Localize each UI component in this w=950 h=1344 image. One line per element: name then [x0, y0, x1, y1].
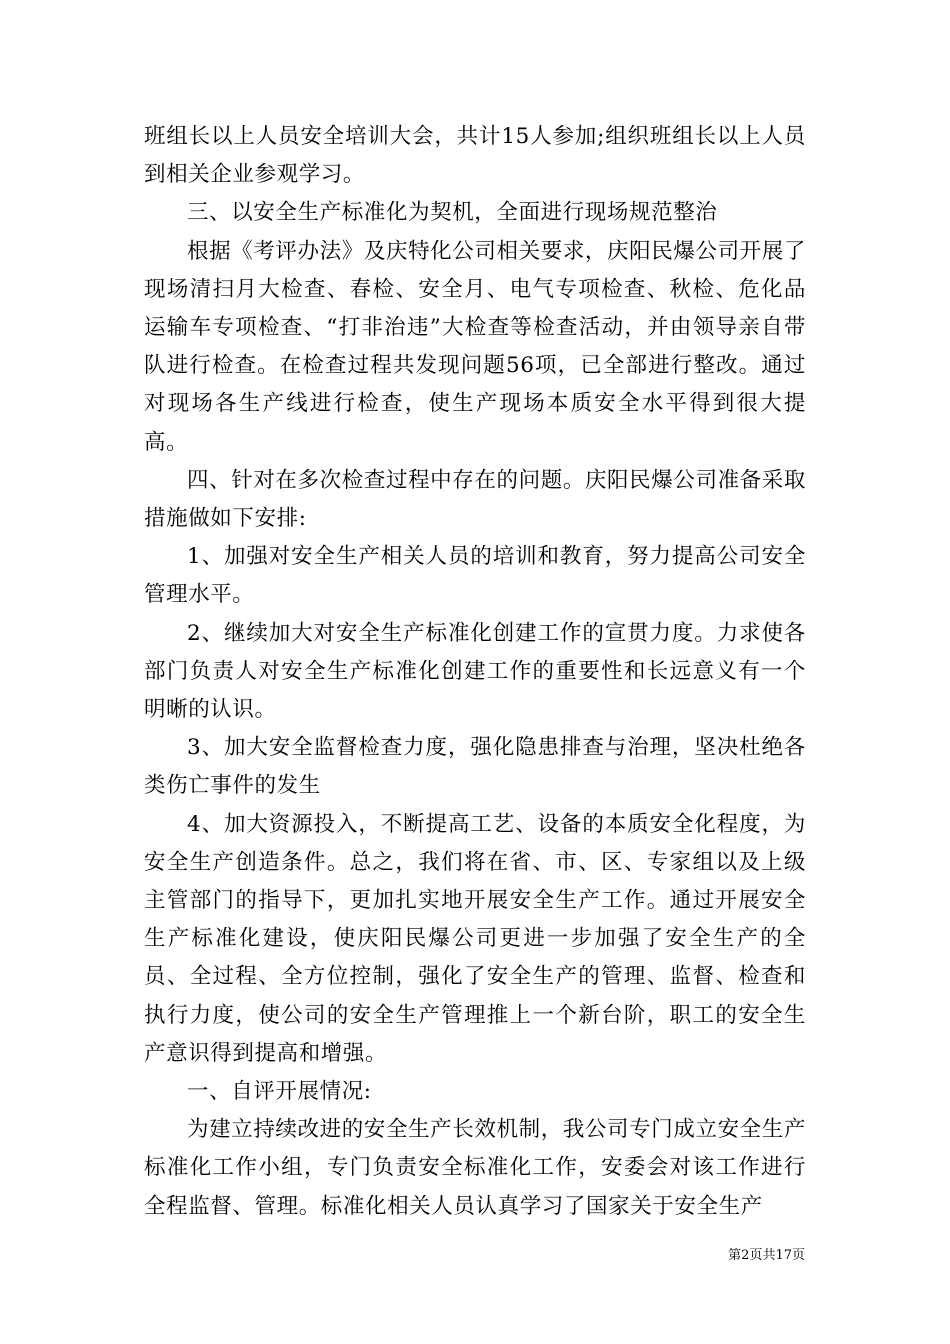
paragraph-inspection: 根据《考评办法》及庆特化公司相关要求，庆阳民爆公司开展了现场清扫月大检查、春检、安全月、电气专项检查、秋检、危化品运输车专项检查、“打非治违”大检查等检查活动，并由领导亲自带队进行检查。在检查过程共发现问题56项，已全部进行整改。通过对现场各生产线进行检查，使生产现场本质安全水平得到很大提高。 — [144, 238, 806, 455]
list-item-1: 1、加强对安全生产相关人员的培训和教育，努力提高公司安全管理水平。 — [144, 544, 806, 608]
section-heading-one: 一、自评开展情况: — [187, 1079, 372, 1105]
list-item-4: 4、加大资源投入，不断提高工艺、设备的本质安全化程度，为安全生产创造条件。总之，我们将在省、市、区、专家组以及上级主管部门的指导下，更加扎实地开展安全生产工作。通过开展安全生产标准化建设，使庆阳民爆公司更进一步加强了安全生产的全员、全过程、全方位控制，强化了安全生产的管理、监督、检查和执行力度，使公司的安全生产管理推上一个新台阶，职工的安全生产意识得到提高和增强。 — [144, 811, 806, 1066]
paragraph-continuation: 班组长以上人员安全培训大会，共计15人参加;组织班组长以上人员到相关企业参观学习。 — [144, 124, 806, 188]
document-body — [144, 118, 806, 1226]
list-item-2: 2、继续加大对安全生产标准化创建工作的宣贯力度。力求使各部门负责人对安全生产标准化创建工作的重要性和长远意义有一个明晰的认识。 — [144, 620, 806, 723]
paragraph-self-evaluation: 为建立持续改进的安全生产长效机制，我公司专门成立安全生产标准化工作小组，专门负责安全标准化工作，安委会对该工作进行全程监督、管理。标准化相关人员认真学习了国家关于安全生产 — [144, 1117, 806, 1219]
page-number: 第2页共17页 — [728, 1248, 805, 1263]
section-heading-three: 三、以安全生产标准化为契机，全面进行现场规范整治 — [187, 200, 718, 226]
section-heading-four: 四、针对在多次检查过程中存在的问题。庆阳民爆公司准备采取措施做如下安排: — [144, 467, 806, 532]
list-item-3: 3、加大安全监督检查力度，强化隐患排查与治理，坚决杜绝各类伤亡事件的发生 — [144, 735, 806, 799]
